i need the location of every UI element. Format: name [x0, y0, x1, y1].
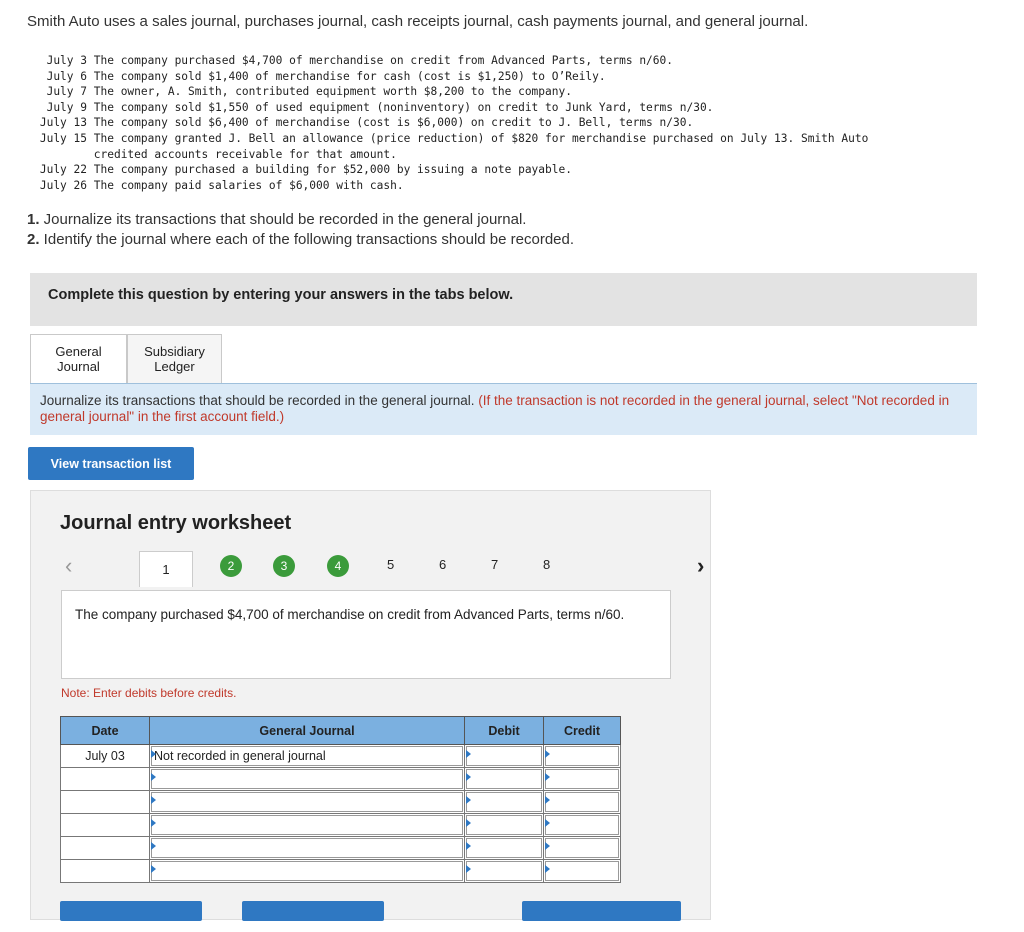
debit-input[interactable] [466, 838, 542, 858]
journal-table [60, 716, 621, 883]
page-number[interactable]: 7 [491, 557, 499, 572]
debit-input[interactable] [466, 815, 542, 835]
transaction-row [27, 147, 868, 163]
view-transaction-list-button[interactable]: View transaction list [28, 447, 194, 480]
account-cell [150, 768, 465, 791]
debit-cell [465, 837, 544, 860]
transaction-text: The company granted J. Bell an allowance (price reduction) of $820 for merchandise purchased on July 13. Smith Auto [93, 131, 869, 145]
transaction-date: July 15 [39, 131, 87, 145]
debit-cell [465, 791, 544, 814]
credit-cell [544, 768, 621, 791]
date-cell [61, 768, 150, 791]
clear-entry-button[interactable] [242, 901, 384, 921]
transaction-date: July 13 [39, 116, 87, 130]
debit-input[interactable] [466, 746, 542, 766]
page-number[interactable]: 6 [439, 557, 447, 572]
page-complete[interactable]: 3 [273, 555, 295, 577]
tab-label-line2: Ledger [154, 359, 195, 374]
entry-pager [61, 551, 705, 581]
transaction-text: credited accounts receivable for that amount. [93, 147, 397, 161]
debit-input[interactable] [466, 769, 542, 789]
account-cell [150, 745, 465, 768]
account-select[interactable] [151, 838, 463, 858]
credit-input[interactable] [545, 861, 619, 881]
debit-cell [465, 745, 544, 768]
col-general-journal: General Journal [150, 717, 465, 745]
credit-input[interactable] [545, 792, 619, 812]
page-current[interactable]: 1 [139, 551, 193, 587]
tab-general-journal[interactable] [30, 334, 127, 383]
tab-bar [30, 334, 222, 383]
debit-cell [465, 768, 544, 791]
account-cell [150, 860, 465, 883]
transaction-text: The company sold $1,550 of used equipment (noninventory) on credit to Junk Yard, terms n/30. [93, 100, 714, 114]
tab-label-line2: Journal [57, 359, 100, 374]
transaction-text: The company paid salaries of $6,000 with cash. [93, 178, 404, 192]
transaction-row [27, 178, 868, 194]
table-row [61, 768, 621, 791]
transaction-date: July 26 [39, 178, 87, 192]
transaction-date: July 6 [46, 69, 87, 83]
page-number[interactable]: 8 [543, 557, 551, 572]
question-item [27, 210, 574, 230]
account-select[interactable] [151, 792, 463, 812]
date-cell [61, 814, 150, 837]
transaction-row [27, 53, 868, 69]
transaction-row [27, 69, 868, 85]
credit-input[interactable] [545, 769, 619, 789]
table-row [61, 814, 621, 837]
credit-cell [544, 837, 621, 860]
question-number: 1. [27, 211, 40, 228]
transaction-text: The company purchased a building for $52,000 by issuing a note payable. [93, 163, 572, 177]
question-text: Identify the journal where each of the following transactions should be recorded. [39, 231, 575, 248]
question-number: 2. [27, 231, 40, 248]
transaction-date: July 22 [39, 163, 87, 177]
question-list [27, 210, 574, 250]
tab-label-line1: Subsidiary [144, 344, 205, 359]
transaction-date [27, 147, 87, 163]
instruction-main: Journalize its transactions that should be recorded in the general journal. [40, 393, 475, 408]
tab-subsidiary-ledger[interactable] [127, 334, 222, 383]
chevron-right-icon[interactable]: › [697, 553, 705, 578]
account-select[interactable]: Not recorded in general journal [151, 746, 463, 766]
col-date: Date [61, 717, 150, 745]
debit-cell [465, 860, 544, 883]
credit-cell [544, 814, 621, 837]
date-cell [61, 791, 150, 814]
col-debit: Debit [465, 717, 544, 745]
transaction-list [27, 53, 868, 193]
account-cell [150, 837, 465, 860]
account-select[interactable] [151, 815, 463, 835]
banner-text: Complete this question by entering your answers in the tabs below. [48, 287, 514, 303]
debit-cell [465, 814, 544, 837]
col-credit: Credit [544, 717, 621, 745]
transaction-text: The owner, A. Smith, contributed equipment worth $8,200 to the company. [93, 85, 572, 99]
credit-input[interactable] [545, 815, 619, 835]
instruction-note: (If the transaction is not recorded in the general journal, select "Not recorded in general journal" in the first account field.) [40, 393, 950, 424]
table-row [61, 837, 621, 860]
date-cell: July 03 [61, 745, 150, 768]
transaction-text: The company sold $6,400 of merchandise (cost is $6,000) on credit to J. Bell, terms n/30. [93, 116, 694, 130]
record-entry-button[interactable] [60, 901, 202, 921]
account-cell [150, 814, 465, 837]
transaction-row [27, 162, 868, 178]
credit-input[interactable] [545, 838, 619, 858]
table-row [61, 791, 621, 814]
transaction-description: The company purchased $4,700 of merchandise on credit from Advanced Parts, terms n/60. [61, 590, 671, 679]
transaction-row [27, 131, 868, 147]
transaction-row [27, 100, 868, 116]
tab-instruction [30, 384, 977, 435]
transaction-date: July 3 [46, 54, 87, 67]
tab-label-line1: General [55, 344, 102, 359]
transaction-row [27, 115, 868, 131]
journal-entry-worksheet [30, 490, 711, 920]
debit-input[interactable] [466, 792, 542, 812]
credit-cell [544, 745, 621, 768]
credit-cell [544, 860, 621, 883]
date-cell [61, 837, 150, 860]
account-cell [150, 791, 465, 814]
view-general-journal-button[interactable] [522, 901, 681, 921]
worksheet-title: Journal entry worksheet [60, 512, 292, 534]
table-row [61, 745, 621, 768]
table-row [61, 860, 621, 883]
debit-input[interactable] [466, 861, 542, 881]
intro-text: Smith Auto uses a sales journal, purchases journal, cash receipts journal, cash payments journal, and general journal. [27, 13, 809, 30]
account-select[interactable] [151, 769, 463, 789]
credit-input[interactable] [545, 746, 619, 766]
credit-cell [544, 791, 621, 814]
page-number[interactable]: 5 [387, 557, 395, 572]
transaction-date: July 7 [46, 85, 87, 99]
transaction-row [27, 84, 868, 100]
account-select[interactable] [151, 861, 463, 881]
page-complete[interactable]: 4 [327, 555, 349, 577]
page-complete[interactable]: 2 [220, 555, 242, 577]
instruction-banner [30, 273, 977, 326]
debit-credit-note: Note: Enter debits before credits. [61, 686, 237, 700]
transaction-text: The company purchased $4,700 of merchandise on credit from Advanced Parts, terms n/60. [93, 54, 673, 67]
chevron-left-icon[interactable]: ‹ [65, 553, 73, 578]
question-item [27, 230, 574, 250]
transaction-text: The company sold $1,400 of merchandise for cash (cost is $1,250) to O’Reily. [93, 69, 606, 83]
question-text: Journalize its transactions that should be recorded in the general journal. [39, 211, 527, 228]
date-cell [61, 860, 150, 883]
transaction-date: July 9 [46, 100, 87, 114]
